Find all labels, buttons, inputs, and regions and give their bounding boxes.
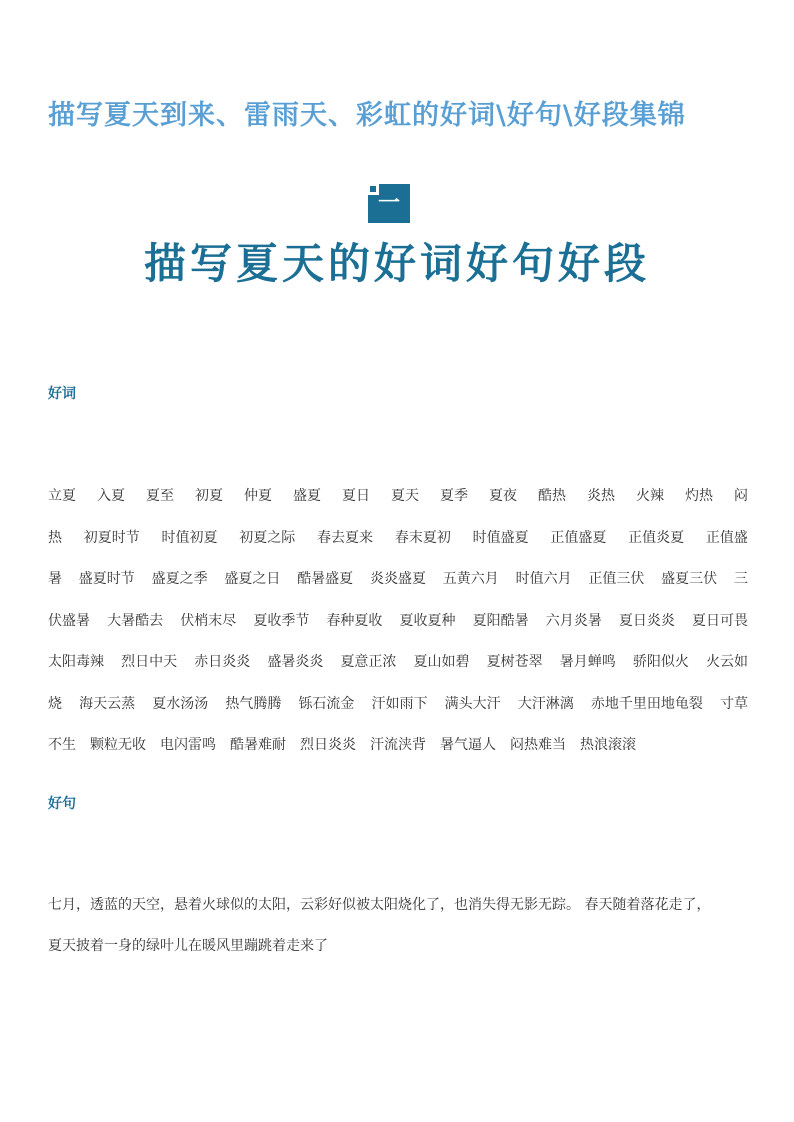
word-item: 夏至 — [146, 488, 174, 504]
word-item: 夏阳酷暑 — [472, 612, 529, 629]
word-line — [48, 559, 748, 601]
word-item: 夏天 — [391, 488, 419, 504]
word-item: 火辣 — [636, 488, 664, 504]
word-item: 盛夏之季 — [151, 571, 208, 587]
word-item: 炎炎盛夏 — [369, 571, 426, 587]
word-item: 热浪滚滚 — [580, 737, 636, 753]
word-item: 夏树苍翠 — [486, 654, 543, 670]
word-item: 热 — [48, 529, 62, 546]
word-item: 夏水汤汤 — [152, 695, 209, 712]
word-item: 满头大汗 — [444, 695, 501, 712]
word-item: 赤日炎炎 — [194, 654, 251, 670]
word-item: 立夏 — [48, 488, 76, 504]
words-heading: 好词 — [48, 386, 76, 402]
word-item: 五黄六月 — [442, 571, 499, 587]
word-item: 太阳毒辣 — [48, 654, 104, 670]
word-item: 时值盛夏 — [472, 529, 529, 546]
word-item: 骄阳似火 — [632, 654, 689, 670]
word-item: 大汗淋漓 — [517, 695, 574, 712]
document-title: 描写夏天到来、雷雨天、彩虹的好词\好句\好段集锦 — [48, 100, 686, 131]
word-item: 夏收夏种 — [399, 612, 456, 629]
word-item: 正值盛夏 — [550, 529, 607, 546]
word-item: 初夏时节 — [83, 529, 140, 546]
word-item: 夏夜 — [489, 488, 517, 504]
word-item: 大暑酷去 — [107, 612, 164, 629]
word-item: 电闪雷鸣 — [160, 737, 216, 753]
word-item: 三 — [733, 571, 748, 587]
word-item: 烈日炎炎 — [300, 737, 356, 753]
word-line — [48, 725, 748, 767]
word-item: 汗如雨下 — [371, 695, 428, 712]
word-line — [48, 642, 748, 684]
word-item: 盛夏 — [293, 488, 321, 504]
word-item: 颗粒无收 — [90, 737, 146, 753]
word-item: 海天云蒸 — [79, 695, 136, 712]
word-item: 伏盛暑 — [48, 612, 90, 629]
sentences-block — [48, 885, 748, 967]
sentence-line: 七月，透蓝的天空，悬着火球似的太阳，云彩好似被太阳烧化了，也消失得无影无踪。 春天随着落花走了， — [48, 897, 711, 913]
word-item: 灼热 — [685, 488, 713, 504]
word-item: 暑 — [48, 571, 62, 587]
word-item: 酷暑盛夏 — [297, 571, 354, 587]
sentence-line: 夏天披着一身的绿叶儿在暖风里蹦跳着走来了 — [48, 938, 328, 954]
word-item: 春去夏来 — [317, 529, 374, 546]
word-item: 夏日 — [342, 488, 370, 504]
word-item: 汗流浃背 — [370, 737, 426, 753]
word-line — [48, 476, 748, 518]
word-line — [48, 684, 748, 726]
word-item: 初夏之际 — [239, 529, 296, 546]
word-item: 铄石流金 — [298, 695, 355, 712]
word-item: 夏季 — [440, 488, 468, 504]
word-item: 时值初夏 — [161, 529, 218, 546]
word-item: 烧 — [48, 695, 62, 712]
word-item: 酷热 — [538, 488, 566, 504]
section-title: 描写夏天的好词好句好段 — [143, 239, 650, 288]
word-item: 暑月蝉鸣 — [559, 654, 616, 670]
word-item: 闷 — [734, 488, 748, 504]
section-number-badge — [368, 184, 410, 223]
word-item: 烈日中天 — [121, 654, 178, 670]
word-item: 盛夏时节 — [78, 571, 135, 587]
word-item: 盛夏三伏 — [661, 571, 718, 587]
word-item: 伏梢末尽 — [180, 612, 237, 629]
word-line — [48, 518, 748, 560]
word-line — [48, 601, 748, 643]
words-block — [48, 476, 748, 767]
word-item: 夏意正浓 — [340, 654, 397, 670]
word-item: 六月炎暑 — [545, 612, 602, 629]
word-item: 正值炎夏 — [628, 529, 685, 546]
word-item: 夏日炎炎 — [618, 612, 675, 629]
word-item: 时值六月 — [515, 571, 572, 587]
word-item: 正值盛 — [705, 529, 748, 546]
word-item: 春种夏收 — [326, 612, 383, 629]
word-item: 炎热 — [587, 488, 615, 504]
word-item: 夏日可畏 — [691, 612, 748, 629]
word-item: 夏山如碧 — [413, 654, 470, 670]
word-item: 春末夏初 — [394, 529, 451, 546]
word-item: 盛夏之日 — [224, 571, 281, 587]
word-item: 正值三伏 — [588, 571, 645, 587]
word-item: 火云如 — [705, 654, 748, 670]
word-item: 闷热难当 — [510, 737, 566, 753]
sentences-heading: 好句 — [48, 796, 76, 812]
word-item: 酷暑难耐 — [230, 737, 286, 753]
word-item: 盛暑炎炎 — [267, 654, 324, 670]
word-item: 赤地千里田地龟裂 — [590, 695, 703, 712]
badge-number: 一 — [377, 191, 400, 216]
word-item: 初夏 — [195, 488, 223, 504]
word-item: 夏收季节 — [253, 612, 310, 629]
word-item: 入夏 — [97, 488, 125, 504]
word-item: 热气腾腾 — [225, 695, 282, 712]
word-item: 仲夏 — [244, 488, 272, 504]
word-item: 寸草 — [719, 695, 748, 712]
word-item: 不生 — [48, 737, 76, 753]
word-item: 暑气逼人 — [440, 737, 496, 753]
